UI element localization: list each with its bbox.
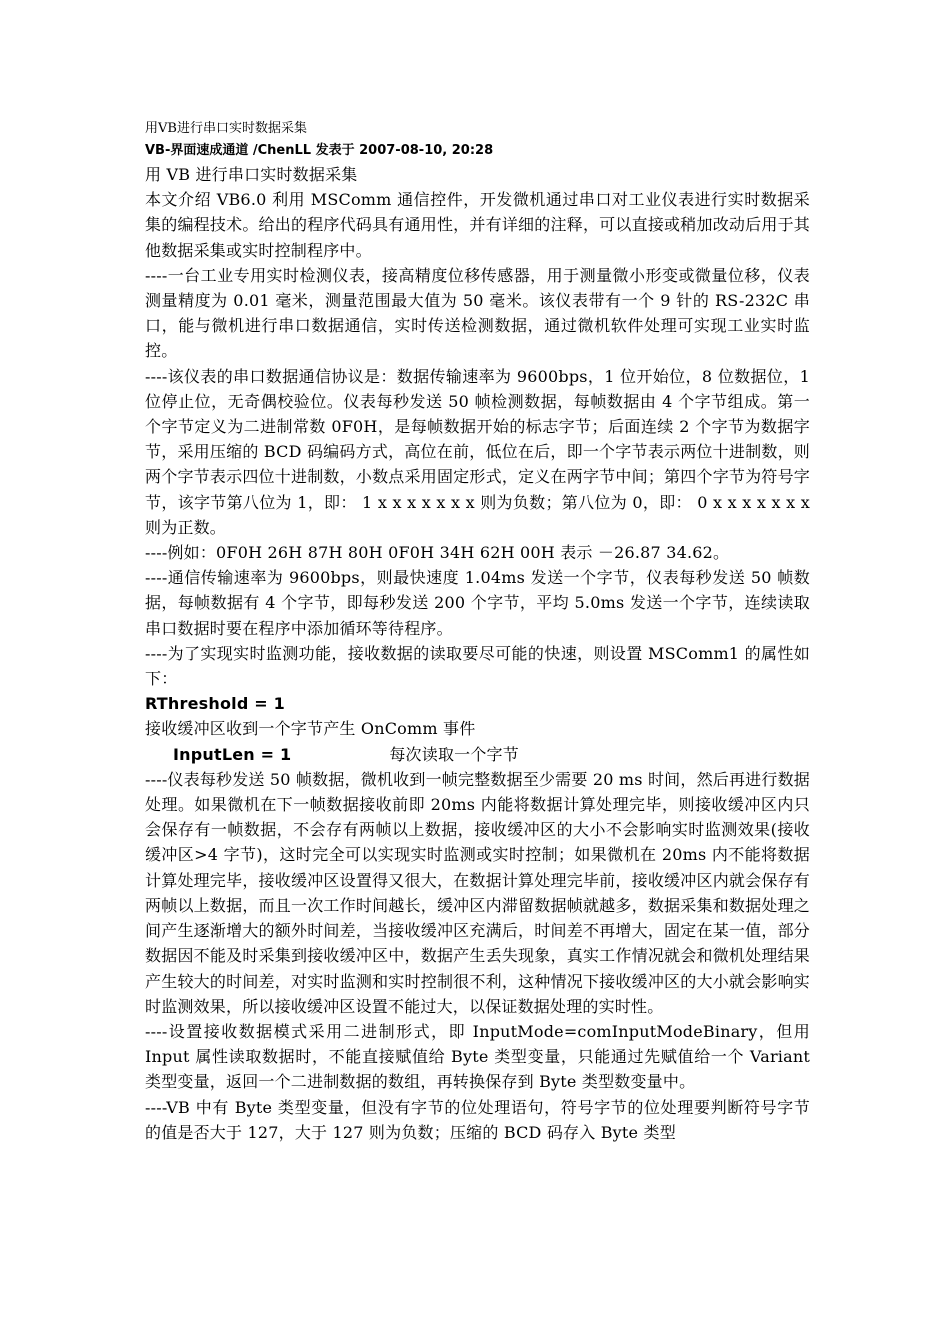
paragraph-example: ----例如：0F0H 26H 87H 80H 0F0H 34H 62H 00H 表示 －26.87 34.62。	[145, 543, 730, 563]
code-inputlen: InputLen = 1	[173, 744, 292, 764]
paragraph-byte: ----VB 中有 Byte 类型变量，但没有字节的位处理语句，符号字节的位处理要判断符号字节的值是否大于 127，大于 127 则为负数；压缩的 BCD 码存入 Byte 类型	[145, 1097, 810, 1142]
byline-text: VB-界面速成通道 /ChenLL 发表于 2007-08-10, 20:28	[145, 143, 494, 158]
paragraph-buffer: ----仪表每秒发送 50 帧数据，微机收到一帧完整数据至少需要 20 ms 时间，然后再进行数据处理。如果微机在下一帧数据接收前即 20ms 内能将数据计算处理完毕，则接收缓冲区内只会保存有一帧数据，不会存有两帧以上数据，接收缓冲区的大小不会影响实时监测效果(接收缓冲区>4 字节)，这时完全可以实现实时监测或实时控制；如果微机在 20ms 内不能将数据计算处理完毕，接收缓冲区设置得又很大，在数据计算处理完毕前，接收缓冲区内就会保存有两帧以上数据，而且一次工作时间越长，缓冲区内滞留数据帧就越多，数据采集和数据处理之间产生逐渐增大的额外时间差，当接收缓冲区充满后，时间差不再增大，固定在某一值，部分数据因不能及时采集到接收缓冲区中，数据产生丢失现象，真实工作情况就会和微机处理结果产生较大的时间差，对实时监测和实时控制很不利，这种情况下接收缓冲区的大小就会影响实时监测效果，所以接收缓冲区设置不能过大，以保证数据处理的实时性。	[145, 769, 810, 1016]
inputlen-line	[145, 742, 810, 767]
code-rthreshold: RThreshold = 1	[145, 694, 285, 714]
inputlen-note: 每次读取一个字节	[389, 744, 519, 764]
paragraph-protocol: ----该仪表的串口数据通信协议是：数据传输速率为 9600bps，1 位开始位，8 位数据位，1 位停止位，无奇偶校验位。仪表每秒发送 50 帧检测数据，每帧数据由 4 个字节组成。第一个字节定义为二进制常数 0F0H，是每帧数据开始的标志字节；后面连续 2 个字节为数据字节，采用压缩的 BCD 码编码方式，高位在前，低位在后，即一个字节表示两位十进制数，则两个字节表示四位十进制数，小数点采用固定形式，定义在两字节中间；第四个字节为符号字节，该字节第八位为 1，即： 1 x x x x x x x 则为负数；第八位为 0，即： 0 x x x x x x x 则为正数。	[145, 366, 810, 537]
article-heading: 用 VB 进行串口实时数据采集	[145, 165, 358, 184]
article-byline	[145, 140, 810, 162]
document-page	[145, 118, 810, 1145]
paragraph-intro: 本文介绍 VB6.0 利用 MSComm 通信控件，开发微机通过串口对工业仪表进行实时数据采集的编程技术。给出的程序代码具有通用性，并有详细的注释，可以直接或稍加改动后用于其他数据采集或实时控制程序中。	[145, 190, 810, 260]
paragraph-instrument: ----一台工业专用实时检测仪表，接高精度位移传感器，用于测量微小形变或微量位移，仪表测量精度为 0.01 毫米，测量范围最大值为 50 毫米。该仪表带有一个 9 针的 RS-232C 串口，能与微机进行串口数据通信，实时传送检测数据，通过微机软件处理可实现工业实时监控。	[145, 265, 810, 361]
paragraph-rate: ----通信传输速率为 9600bps，则最快速度 1.04ms 发送一个字节，仪表每秒发送 50 帧数据，每帧数据有 4 个字节，即每秒发送 200 个字节，平均 5.0ms 发送一个字节，连续读取串口数据时要在程序中添加循环等待程序。	[145, 568, 810, 638]
paragraph-inputmode: ----设置接收数据模式采用二进制形式，即 InputMode=comInputModeBinary，但用 Input 属性读取数据时，不能直接赋值给 Byte 类型变量，只能通过先赋值给一个 Variant 类型变量，返回一个二进制数据的数组，再转换保存到 Byte 类型数变量中。	[145, 1021, 810, 1092]
article-body	[145, 162, 810, 1145]
paragraph-mscomm: ----为了实现实时监测功能，接收数据的读取要尽可能的快速，则设置 MSComm1 的属性如下：	[145, 643, 810, 689]
header-title-text: 用VB进行串口实时数据采集	[145, 121, 307, 136]
article-source-title	[145, 118, 810, 140]
rthreshold-note: 接收缓冲区收到一个字节产生 OnComm 事件	[145, 719, 476, 739]
